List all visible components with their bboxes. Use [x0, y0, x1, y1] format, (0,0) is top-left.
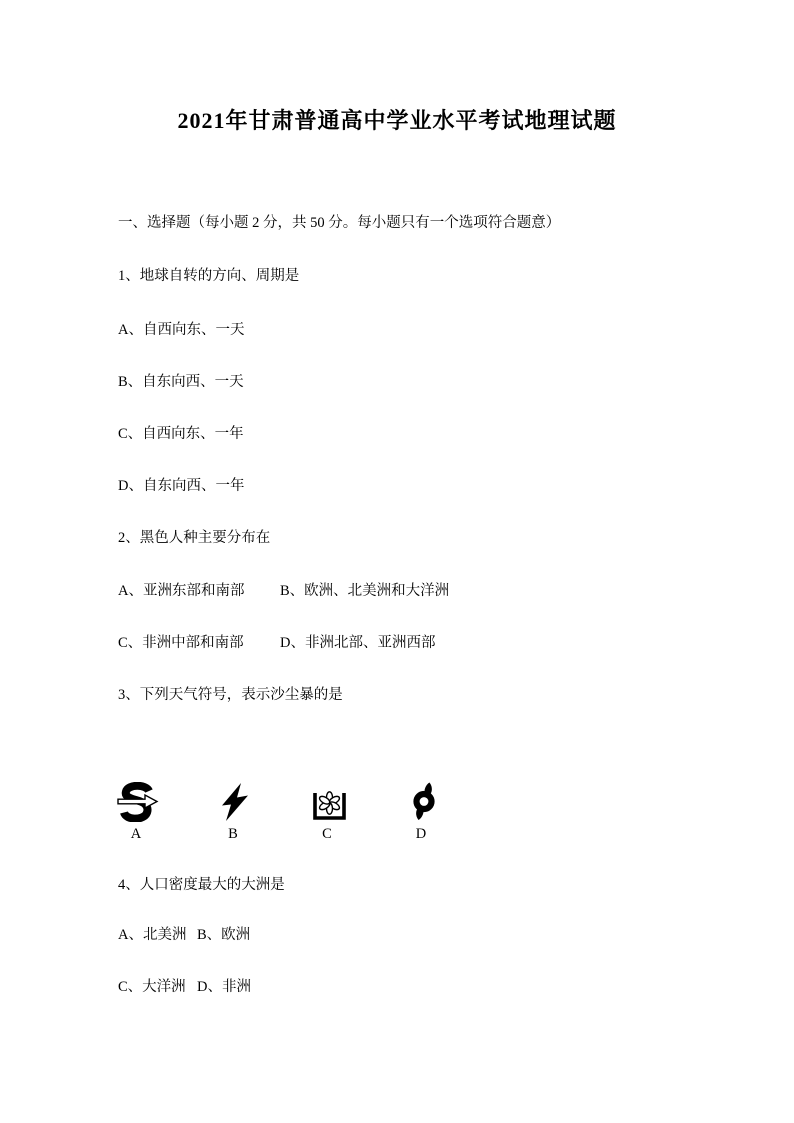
- symbol-label-c: C: [322, 826, 332, 842]
- page-title: 2021年甘肃普通高中学业水平考试地理试题: [177, 108, 617, 133]
- question-1-option-b: B、自东向西、一天: [118, 374, 244, 390]
- question-1-option-a: A、自西向东、一天: [118, 322, 245, 338]
- question-2-option-a: A、亚洲东部和南部: [118, 583, 245, 599]
- symbol-label-d: D: [415, 826, 427, 842]
- typhoon-icon: [403, 781, 447, 821]
- question-4-option-b: B、欧洲: [197, 927, 251, 943]
- symbol-label-b: B: [228, 826, 238, 842]
- question-4-option-d: D、非洲: [197, 979, 251, 995]
- symbol-label-a: A: [130, 826, 142, 842]
- sandstorm-icon: [115, 782, 159, 822]
- question-2-option-b: B、欧洲、北美洲和大洋洲: [280, 583, 450, 599]
- thunderstorm-icon: [213, 782, 257, 822]
- question-4-option-c: C、大洋洲: [118, 979, 186, 995]
- frost-icon: [307, 782, 351, 822]
- question-4-stem: 4、人口密度最大的大洲是: [118, 877, 285, 893]
- question-3-stem: 3、下列天气符号，表示沙尘暴的是: [118, 687, 343, 703]
- question-2-option-c: C、非洲中部和南部: [118, 635, 244, 651]
- question-2-stem: 2、黑色人种主要分布在: [118, 530, 271, 546]
- section-header: 一、选择题（每小题 2 分，共 50 分。每小题只有一个选项符合题意）: [118, 215, 561, 231]
- question-4-option-a: A、北美洲: [118, 927, 187, 943]
- question-1-option-d: D、自东向西、一年: [118, 478, 245, 494]
- question-1-stem: 1、地球自转的方向、周期是: [118, 268, 300, 284]
- question-1-option-c: C、自西向东、一年: [118, 426, 244, 442]
- question-2-option-d: D、非洲北部、亚洲西部: [280, 635, 436, 651]
